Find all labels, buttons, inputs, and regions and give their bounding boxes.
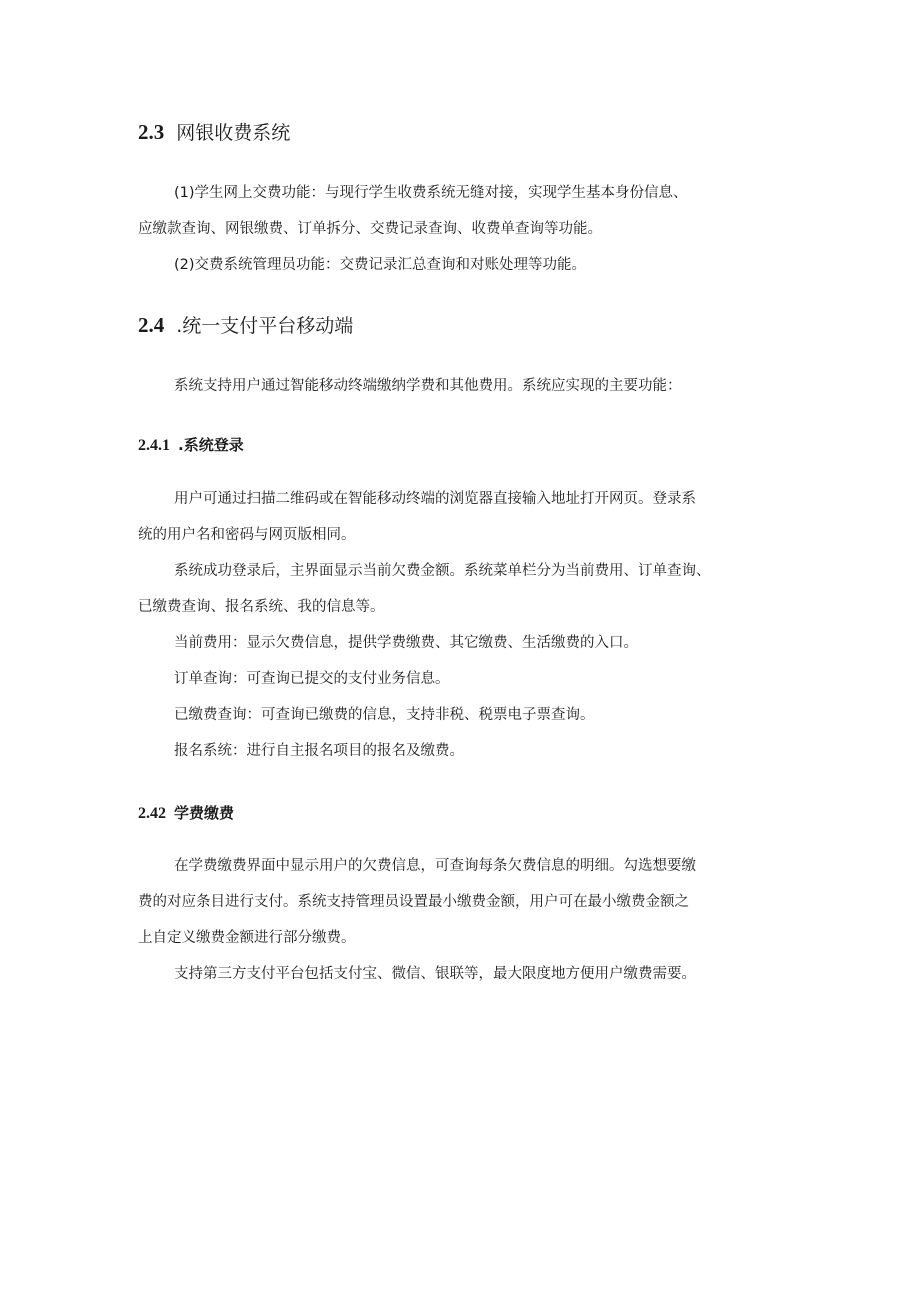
text-line: 订单查询：可查询已提交的支付业务信息。 [174,671,450,687]
subsection-heading-2-4-1 [138,435,244,456]
text-line: 报名系统：进行自主报名项目的报名及缴费。 [174,743,464,759]
text-line: 当前费用：显示欠费信息，提供学费缴费、其它缴费、生活缴费的入口。 [174,635,638,651]
text-line: 用户可通过扫描二维码或在智能移动终端的浏览器直接输入地址打开网页。登录系 [174,491,696,507]
text-line: 上自定义缴费金额进行部分缴费。 [138,930,356,946]
paragraph-2-4 [138,368,788,404]
subsection-number: 2.4.1 [138,437,170,454]
section-heading-2-3 [138,119,290,146]
text-line: 应缴款查询、网银缴费、订单拆分、交费记录查询、收费单查询等功能。 [138,221,602,237]
subsection-number: 2.42 [138,805,166,822]
text-line: 已缴费查询：可查询已缴费的信息，支持非税、税票电子票查询。 [174,707,595,723]
text-line: 支持第三方支付平台包括支付宝、微信、银联等，最大限度地方便用户缴费需要。 [174,966,696,982]
section-number: 2.4 [138,313,165,337]
section-title: .统一支付平台移动端 [176,315,354,337]
text-line: 统的用户名和密码与网页版相同。 [138,527,356,543]
text-line: 系统成功登录后，主界面显示当前欠费金额。系统菜单栏分为当前费用、订单查询、 [174,563,711,579]
paragraph-2-4-2 [138,848,788,992]
paragraph-2-4-1 [138,481,788,769]
text-line: (2)交费系统管理员功能：交费记录汇总查询和对账处理等功能。 [174,257,587,273]
text-line: 系统支持用户通过智能移动终端缴纳学费和其他费用。系统应实现的主要功能： [174,378,682,394]
text-line: (1)学生网上交费功能：与现行学生收费系统无缝对接，实现学生基本身份信息、 [174,185,688,201]
section-title: 网银收费系统 [176,122,291,144]
text-line: 在学费缴费界面中显示用户的欠费信息，可查询每条欠费信息的明细。勾选想要缴 [174,858,696,874]
paragraph-2-3 [138,175,788,283]
subsection-title: .系统登录 [178,436,244,454]
subsection-heading-2-4-2 [138,803,234,824]
text-line: 费的对应条目进行支付。系统支持管理员设置最小缴费金额，用户可在最小缴费金额之 [138,894,689,910]
text-line: 已缴费查询、报名系统、我的信息等。 [138,599,385,615]
section-heading-2-4 [138,312,353,339]
subsection-title: 学费缴费 [174,804,235,822]
section-number: 2.3 [138,120,165,144]
